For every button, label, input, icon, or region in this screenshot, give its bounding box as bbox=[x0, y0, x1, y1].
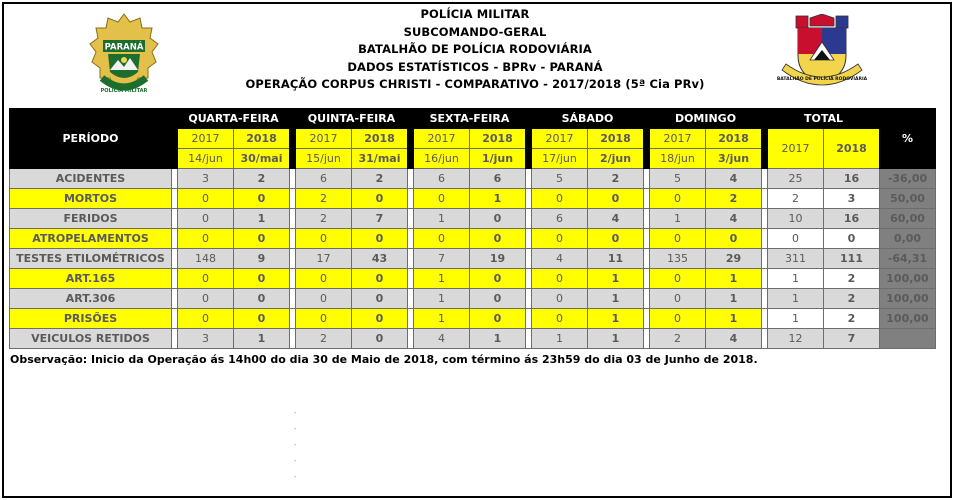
percent-cell: -64,31 bbox=[880, 249, 936, 269]
value-2018-cell: 1 bbox=[470, 329, 526, 349]
value-2018-cell: 1 bbox=[706, 269, 762, 289]
value-2017-cell: 0 bbox=[650, 229, 706, 249]
year-2018-cell: 2018 bbox=[234, 129, 290, 149]
value-2017-cell: 0 bbox=[178, 189, 234, 209]
day-header-1: QUINTA-FEIRA bbox=[296, 109, 408, 129]
value-2017-cell: 0 bbox=[532, 289, 588, 309]
value-2017-cell: 1 bbox=[414, 289, 470, 309]
value-2017-cell: 0 bbox=[414, 229, 470, 249]
value-2018-cell: 0 bbox=[706, 229, 762, 249]
statistics-table bbox=[9, 108, 936, 349]
table-row bbox=[10, 249, 936, 269]
value-2018-cell: 1 bbox=[706, 309, 762, 329]
value-2018-cell: 0 bbox=[234, 309, 290, 329]
value-2017-cell: 0 bbox=[178, 229, 234, 249]
percent-header: % bbox=[880, 109, 936, 169]
header-row-days bbox=[10, 109, 936, 129]
periodo-header: PERÍODO bbox=[10, 109, 172, 169]
value-2017-cell: 0 bbox=[650, 269, 706, 289]
year-2018-cell: 2018 bbox=[706, 129, 762, 149]
value-2017-cell: 1 bbox=[532, 329, 588, 349]
value-2018-cell: 0 bbox=[234, 269, 290, 289]
row-label: ART.165 bbox=[10, 269, 172, 289]
value-2017-cell: 5 bbox=[532, 169, 588, 189]
value-2017-cell: 6 bbox=[296, 169, 352, 189]
total-2018-cell: 111 bbox=[824, 249, 880, 269]
value-2017-cell: 17 bbox=[296, 249, 352, 269]
value-2017-cell: 0 bbox=[650, 309, 706, 329]
value-2018-cell: 1 bbox=[588, 309, 644, 329]
value-2018-cell: 1 bbox=[588, 289, 644, 309]
value-2018-cell: 19 bbox=[470, 249, 526, 269]
value-2017-cell: 3 bbox=[178, 329, 234, 349]
value-2017-cell: 2 bbox=[296, 189, 352, 209]
total-2018-cell: 7 bbox=[824, 329, 880, 349]
value-2017-cell: 0 bbox=[178, 209, 234, 229]
value-2018-cell: 4 bbox=[706, 209, 762, 229]
value-2017-cell: 7 bbox=[414, 249, 470, 269]
total-2017-cell: 1 bbox=[768, 269, 824, 289]
value-2018-cell: 6 bbox=[470, 169, 526, 189]
value-2017-cell: 4 bbox=[414, 329, 470, 349]
value-2018-cell: 0 bbox=[588, 189, 644, 209]
year-2017-cell: 2017 bbox=[650, 129, 706, 149]
value-2017-cell: 0 bbox=[532, 309, 588, 329]
year-2017-cell: 2017 bbox=[178, 129, 234, 149]
value-2018-cell: 9 bbox=[234, 249, 290, 269]
value-2017-cell: 2 bbox=[650, 329, 706, 349]
year-2018-cell: 2018 bbox=[470, 129, 526, 149]
total-2018-cell: 3 bbox=[824, 189, 880, 209]
table-row bbox=[10, 169, 936, 189]
value-2017-cell: 1 bbox=[414, 209, 470, 229]
value-2018-cell: 0 bbox=[470, 289, 526, 309]
value-2017-cell: 0 bbox=[178, 289, 234, 309]
table-row bbox=[10, 289, 936, 309]
percent-cell: 0,00 bbox=[880, 229, 936, 249]
value-2018-cell: 2 bbox=[234, 169, 290, 189]
year-2017-cell: 2017 bbox=[414, 129, 470, 149]
header-line-4: DADOS ESTATÍSTICOS - BPRv - PARANÁ bbox=[347, 59, 603, 74]
svg-text:PARANÁ: PARANÁ bbox=[104, 42, 144, 53]
row-label: ART.306 bbox=[10, 289, 172, 309]
value-2018-cell: 43 bbox=[352, 249, 408, 269]
value-2017-cell: 0 bbox=[178, 309, 234, 329]
header-line-2: SUBCOMANDO-GERAL bbox=[403, 24, 547, 39]
day-header-4: DOMINGO bbox=[650, 109, 762, 129]
value-2018-cell: 0 bbox=[470, 209, 526, 229]
total-header: TOTAL bbox=[768, 109, 880, 129]
date-2018-cell: 31/mai bbox=[352, 149, 408, 169]
stray-marks: - - - - - bbox=[294, 409, 297, 481]
value-2018-cell: 0 bbox=[470, 229, 526, 249]
year-2017-cell: 2017 bbox=[296, 129, 352, 149]
row-label: ATROPELAMENTOS bbox=[10, 229, 172, 249]
value-2018-cell: 1 bbox=[470, 189, 526, 209]
row-label: PRISÕES bbox=[10, 309, 172, 329]
total-2017-cell: 2 bbox=[768, 189, 824, 209]
total-2018-cell: 2 bbox=[824, 289, 880, 309]
table-row bbox=[10, 209, 936, 229]
value-2017-cell: 6 bbox=[414, 169, 470, 189]
total-year-2017: 2017 bbox=[768, 129, 824, 169]
value-2018-cell: 29 bbox=[706, 249, 762, 269]
total-2018-cell: 2 bbox=[824, 309, 880, 329]
row-label: MORTOS bbox=[10, 189, 172, 209]
total-2017-cell: 12 bbox=[768, 329, 824, 349]
value-2018-cell: 0 bbox=[352, 229, 408, 249]
svg-text:POLÍCIA MILITAR: POLÍCIA MILITAR bbox=[100, 88, 148, 94]
percent-cell: 50,00 bbox=[880, 189, 936, 209]
row-label: TESTES ETILOMÉTRICOS bbox=[10, 249, 172, 269]
total-2017-cell: 1 bbox=[768, 309, 824, 329]
value-2018-cell: 4 bbox=[588, 209, 644, 229]
percent-cell: 100,00 bbox=[880, 269, 936, 289]
percent-cell: 100,00 bbox=[880, 289, 936, 309]
value-2017-cell: 6 bbox=[532, 209, 588, 229]
value-2017-cell: 5 bbox=[650, 169, 706, 189]
year-2018-cell: 2018 bbox=[352, 129, 408, 149]
percent-cell bbox=[880, 329, 936, 349]
total-year-2018: 2018 bbox=[824, 129, 880, 169]
date-2018-cell: 1/jun bbox=[470, 149, 526, 169]
value-2018-cell: 0 bbox=[352, 269, 408, 289]
row-label: VEICULOS RETIDOS bbox=[10, 329, 172, 349]
table-row bbox=[10, 269, 936, 289]
value-2017-cell: 4 bbox=[532, 249, 588, 269]
table-row bbox=[10, 229, 936, 249]
day-header-2: SEXTA-FEIRA bbox=[414, 109, 526, 129]
value-2017-cell: 2 bbox=[296, 209, 352, 229]
total-2018-cell: 16 bbox=[824, 209, 880, 229]
day-header-0: QUARTA-FEIRA bbox=[178, 109, 290, 129]
value-2017-cell: 3 bbox=[178, 169, 234, 189]
value-2018-cell: 1 bbox=[234, 329, 290, 349]
percent-cell: 100,00 bbox=[880, 309, 936, 329]
header-line-5: OPERAÇÃO CORPUS CHRISTI - COMPARATIVO - 2017/2018 (5ª Cia PRv) bbox=[245, 77, 705, 92]
percent-cell: 60,00 bbox=[880, 209, 936, 229]
row-label: FERIDOS bbox=[10, 209, 172, 229]
row-label: ACIDENTES bbox=[10, 169, 172, 189]
total-2018-cell: 2 bbox=[824, 269, 880, 289]
percent-cell: -36,00 bbox=[880, 169, 936, 189]
value-2018-cell: 2 bbox=[706, 189, 762, 209]
value-2018-cell: 0 bbox=[234, 229, 290, 249]
date-2017-cell: 17/jun bbox=[532, 149, 588, 169]
value-2018-cell: 4 bbox=[706, 169, 762, 189]
value-2018-cell: 7 bbox=[352, 209, 408, 229]
value-2017-cell: 135 bbox=[650, 249, 706, 269]
total-2017-cell: 1 bbox=[768, 289, 824, 309]
header-line-1: POLÍCIA MILITAR bbox=[420, 7, 530, 21]
table-row bbox=[10, 189, 936, 209]
value-2018-cell: 0 bbox=[352, 309, 408, 329]
value-2017-cell: 0 bbox=[532, 229, 588, 249]
total-2017-cell: 25 bbox=[768, 169, 824, 189]
total-2018-cell: 16 bbox=[824, 169, 880, 189]
value-2017-cell: 0 bbox=[414, 189, 470, 209]
value-2018-cell: 11 bbox=[588, 249, 644, 269]
total-2017-cell: 0 bbox=[768, 229, 824, 249]
total-2017-cell: 311 bbox=[768, 249, 824, 269]
value-2018-cell: 1 bbox=[706, 289, 762, 309]
value-2017-cell: 1 bbox=[414, 269, 470, 289]
report-header bbox=[0, 6, 950, 94]
value-2017-cell: 0 bbox=[650, 289, 706, 309]
value-2017-cell: 0 bbox=[296, 289, 352, 309]
value-2018-cell: 1 bbox=[588, 269, 644, 289]
value-2017-cell: 0 bbox=[532, 189, 588, 209]
date-2018-cell: 2/jun bbox=[588, 149, 644, 169]
value-2018-cell: 0 bbox=[352, 329, 408, 349]
date-2017-cell: 18/jun bbox=[650, 149, 706, 169]
value-2017-cell: 0 bbox=[296, 269, 352, 289]
observation-note: Observação: Inicio da Operação ás 14h00 do dia 30 de Maio de 2018, com término ás 23h59 do dia 03 de Junho de 2018. bbox=[10, 353, 758, 366]
value-2018-cell: 0 bbox=[352, 289, 408, 309]
date-2017-cell: 16/jun bbox=[414, 149, 470, 169]
date-2018-cell: 30/mai bbox=[234, 149, 290, 169]
value-2017-cell: 0 bbox=[532, 269, 588, 289]
value-2018-cell: 0 bbox=[470, 269, 526, 289]
year-2017-cell: 2017 bbox=[532, 129, 588, 149]
total-2018-cell: 0 bbox=[824, 229, 880, 249]
value-2017-cell: 0 bbox=[296, 309, 352, 329]
year-2018-cell: 2018 bbox=[588, 129, 644, 149]
value-2017-cell: 0 bbox=[178, 269, 234, 289]
value-2017-cell: 1 bbox=[650, 209, 706, 229]
value-2018-cell: 0 bbox=[234, 189, 290, 209]
date-2017-cell: 15/jun bbox=[296, 149, 352, 169]
value-2017-cell: 2 bbox=[296, 329, 352, 349]
value-2018-cell: 1 bbox=[234, 209, 290, 229]
value-2017-cell: 0 bbox=[296, 229, 352, 249]
value-2018-cell: 0 bbox=[588, 229, 644, 249]
value-2018-cell: 4 bbox=[706, 329, 762, 349]
value-2018-cell: 2 bbox=[352, 169, 408, 189]
value-2018-cell: 0 bbox=[470, 309, 526, 329]
value-2017-cell: 148 bbox=[178, 249, 234, 269]
value-2018-cell: 1 bbox=[588, 329, 644, 349]
value-2018-cell: 0 bbox=[352, 189, 408, 209]
day-header-3: SÁBADO bbox=[532, 109, 644, 129]
table-row bbox=[10, 329, 936, 349]
date-2017-cell: 14/jun bbox=[178, 149, 234, 169]
svg-text:BATALHÃO DE POLÍCIA RODOVIÁRIA: BATALHÃO DE POLÍCIA RODOVIÁRIA bbox=[776, 77, 868, 82]
table-row bbox=[10, 309, 936, 329]
value-2017-cell: 0 bbox=[650, 189, 706, 209]
value-2018-cell: 2 bbox=[588, 169, 644, 189]
value-2018-cell: 0 bbox=[234, 289, 290, 309]
total-2017-cell: 10 bbox=[768, 209, 824, 229]
header-line-3: BATALHÃO DE POLÍCIA RODOVIÁRIA bbox=[358, 42, 592, 57]
date-2018-cell: 3/jun bbox=[706, 149, 762, 169]
value-2017-cell: 1 bbox=[414, 309, 470, 329]
